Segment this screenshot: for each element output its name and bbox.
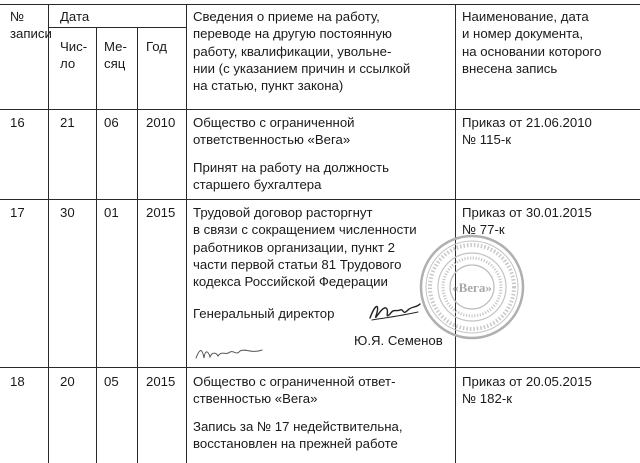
- header-record-number: № записи: [10, 9, 52, 42]
- header-info: Сведения о приеме на работу, переводе на другую постоянную работу, квалификации, увольне- нии (с указанием причин и ссылкой на статью, пункт закона): [193, 9, 411, 94]
- top-border: [0, 4, 640, 5]
- row-18-year: 2015: [146, 374, 176, 389]
- header-day: Чис- ло: [60, 39, 88, 72]
- col-divider-3: [137, 27, 138, 463]
- row-17-director-title: Генеральный директор: [193, 306, 335, 321]
- header-month: Ме- сяц: [104, 39, 127, 72]
- row-17-termination-text: Трудовой договор расторгнут в связи с сокращением численности работников организации, пункт 2 части первой статьи 81 Трудового кодекса Российской Федерации: [193, 205, 417, 290]
- row-16-day: 21: [60, 115, 75, 130]
- header-year: Год: [146, 39, 167, 54]
- row-17-day: 30: [60, 205, 75, 220]
- row-17-month: 01: [104, 205, 119, 220]
- header-date: Дата: [60, 9, 90, 24]
- seal-text: «Вега»: [452, 280, 492, 295]
- row-16-hire-text: Принят на работу на должность старшего бухгалтера: [193, 160, 389, 193]
- row-18-invalidation-text: Запись за № 17 недействительна, восстановлен на прежней работе: [193, 419, 403, 452]
- row-16-organization: Общество с ограниченной ответственностью «Вега»: [193, 115, 355, 148]
- row-18-number: 18: [10, 374, 25, 389]
- row-16-number: 16: [10, 115, 25, 130]
- date-header-divider: [48, 27, 186, 28]
- director-signature: [366, 296, 424, 328]
- row-18-day: 20: [60, 374, 75, 389]
- row-18-month: 05: [104, 374, 119, 389]
- row-18-order: Приказ от 20.05.2015 № 182-к: [462, 374, 592, 407]
- row-17-order: Приказ от 30.01.2015 № 77-к: [462, 205, 592, 238]
- row-17-year: 2015: [146, 205, 176, 220]
- employee-signature: [192, 342, 270, 364]
- row-16-year: 2010: [146, 115, 176, 130]
- col-divider-1: [48, 4, 49, 463]
- round-seal-stamp: [419, 234, 525, 340]
- row-16-month: 06: [104, 115, 119, 130]
- row-16-order: Приказ от 21.06.2010 № 115-к: [462, 115, 592, 148]
- col-divider-4: [186, 4, 187, 463]
- row-17-director-name: Ю.Я. Семенов: [354, 333, 443, 348]
- col-divider-2: [96, 27, 97, 463]
- header-document: Наименование, дата и номер документа, на основании которого внесена запись: [462, 9, 602, 76]
- row-17-number: 17: [10, 205, 25, 220]
- row-18-organization: Общество с ограниченной ответ- ственностью «Вега»: [193, 374, 396, 407]
